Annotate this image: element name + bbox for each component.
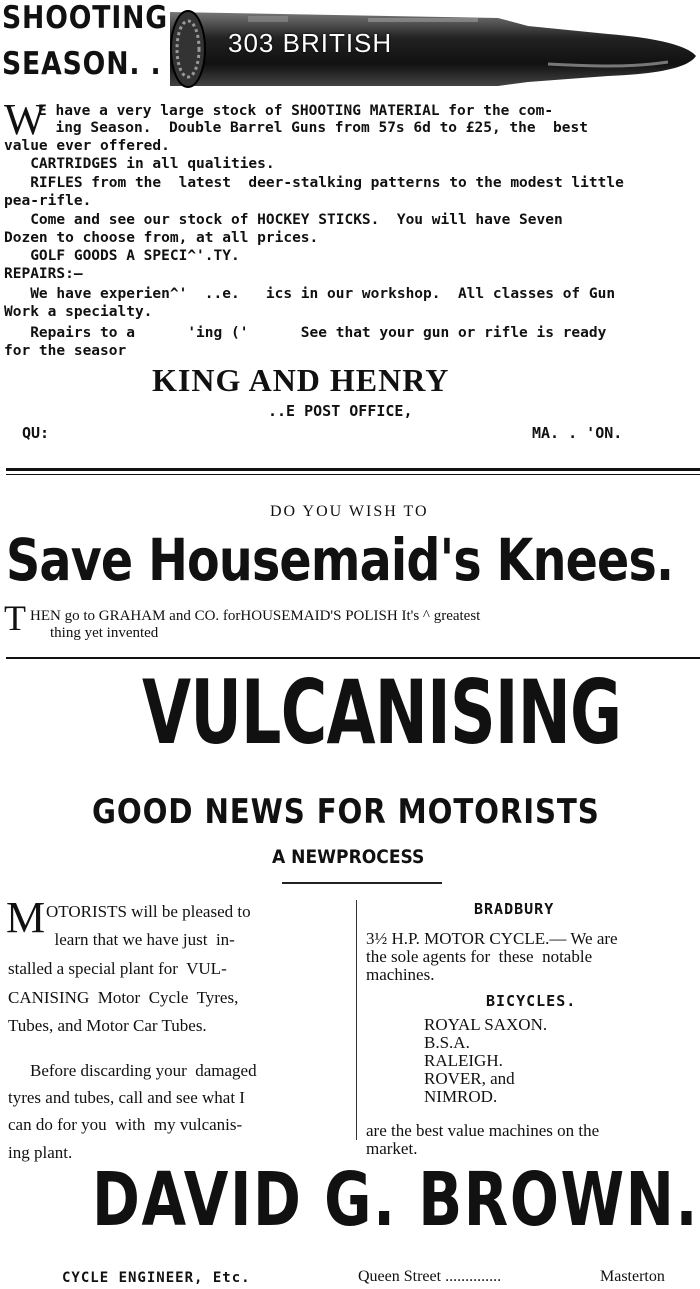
divider-double-bottom [6, 474, 700, 475]
shooting-line-2: ing Season. Double Barrel Guns from 57s 6d to £25, the best [38, 120, 588, 136]
firm-name: KING AND HENRY [152, 362, 450, 398]
housemaid-intro: DO YOU WISH TO [270, 503, 429, 520]
shooting-line-3: value ever offered. [4, 138, 170, 154]
bicycle-item-5: NIMROD. [424, 1087, 498, 1106]
shooting-line-10: REPAIRS:— [4, 266, 83, 282]
shooting-dropcap: W [4, 95, 46, 144]
vulcanising-left2-line-4: ing plant. [8, 1143, 73, 1162]
bradbury-tail-1: are the best value machines on the [366, 1121, 600, 1140]
shooting-line-5: RIFLES from the latest deer-stalking patterns to the modest little [4, 175, 624, 191]
vulcanising-left-line-2: learn that we have just in- [46, 930, 235, 949]
bicycle-item-2: B.S.A. [424, 1033, 470, 1052]
shooting-title-line1: SHOOTING [2, 0, 169, 36]
shooting-title-line2: SEASON. . [2, 46, 162, 82]
bicycle-item-3: RALEIGH. [424, 1051, 503, 1070]
housemaid-dropcap: T [4, 598, 26, 638]
divider-housemaid [6, 657, 700, 659]
vulcanising-left-line-4: CANISING Motor Cycle Tyres, [8, 988, 239, 1007]
proprietor-name: DAVID G. BROWN. [92, 1157, 700, 1243]
shooting-line-6: pea-rifle. [4, 193, 92, 209]
housemaid-line-2: thing yet invented [50, 625, 159, 641]
vulcanising-tagline: A NEWPROCESS [272, 846, 425, 868]
shooting-line-7: Come and see our stock of HOCKEY STICKS. You will have Seven [4, 212, 563, 228]
bradbury-line-1: 3½ H.P. MOTOR CYCLE.— We are [366, 929, 618, 948]
vulcanising-left-line-1: OTORISTS will be pleased to [46, 902, 251, 921]
vulcanising-left2-line-3: can do for you with my vulcanis- [8, 1115, 243, 1134]
housemaid-headline: Save Housemaid's Knees. [6, 526, 674, 594]
bradbury-heading: BRADBURY [474, 900, 555, 918]
firm-address-right: MA. . 'ON. [532, 424, 623, 442]
footer-street: Queen Street .............. [358, 1268, 502, 1285]
bradbury-line-2: the sole agents for these notable [366, 947, 593, 966]
vulcanising-left-line-5: Tubes, and Motor Car Tubes. [8, 1016, 207, 1035]
tagline-rule [282, 882, 442, 884]
shooting-line-11: We have experien^' ..e. ics in our workshop. All classes of Gun [4, 286, 616, 302]
vulcanising-left-line-3: stalled a special plant for VUL- [8, 959, 227, 978]
bicycle-item-4: ROVER, and [424, 1069, 515, 1088]
shooting-line-4: CARTRIDGES in all qualities. [4, 156, 275, 172]
shooting-line-9: GOLF GOODS A SPECI^'.TY. [4, 248, 240, 264]
cartridge-label: 303 BRITISH [228, 28, 393, 58]
housemaid-line-1: HEN go to GRAHAM and CO. forHOUSEMAID'S POLISH It's ^ greatest [30, 608, 481, 624]
bicycles-heading: BICYCLES. [486, 992, 577, 1010]
vulcanising-left2-line-1: Before discarding your damaged [30, 1061, 257, 1080]
bradbury-tail-2: market. [366, 1139, 418, 1158]
bicycle-item-1: ROYAL SAXON. [424, 1015, 548, 1034]
shooting-line-8: Dozen to choose from, at all prices. [4, 230, 319, 246]
firm-address: ..E POST OFFICE, [268, 402, 413, 420]
shooting-line-12: Work a specialty. [4, 304, 153, 320]
shooting-line-13: Repairs to a 'ing (' See that your gun or rifle is ready [4, 325, 607, 341]
footer-trade: CYCLE ENGINEER, Etc. [62, 1270, 251, 1286]
vulcanising-headline: VULCANISING [142, 661, 622, 764]
footer-town: Masterton [600, 1268, 665, 1285]
shooting-line-14: for the seasor [4, 343, 127, 359]
firm-address-left: QU: [22, 424, 50, 442]
vulcanising-dropcap: M [6, 893, 46, 942]
column-divider [356, 900, 357, 1140]
bradbury-line-3: machines. [366, 965, 435, 984]
shooting-line-1: E have a very large stock of SHOOTING MATERIAL for the com- [38, 103, 554, 119]
vulcanising-subhead: GOOD NEWS FOR MOTORISTS [92, 792, 600, 832]
divider-double-top [6, 468, 700, 471]
vulcanising-left2-line-2: tyres and tubes, call and see what I [8, 1088, 245, 1107]
